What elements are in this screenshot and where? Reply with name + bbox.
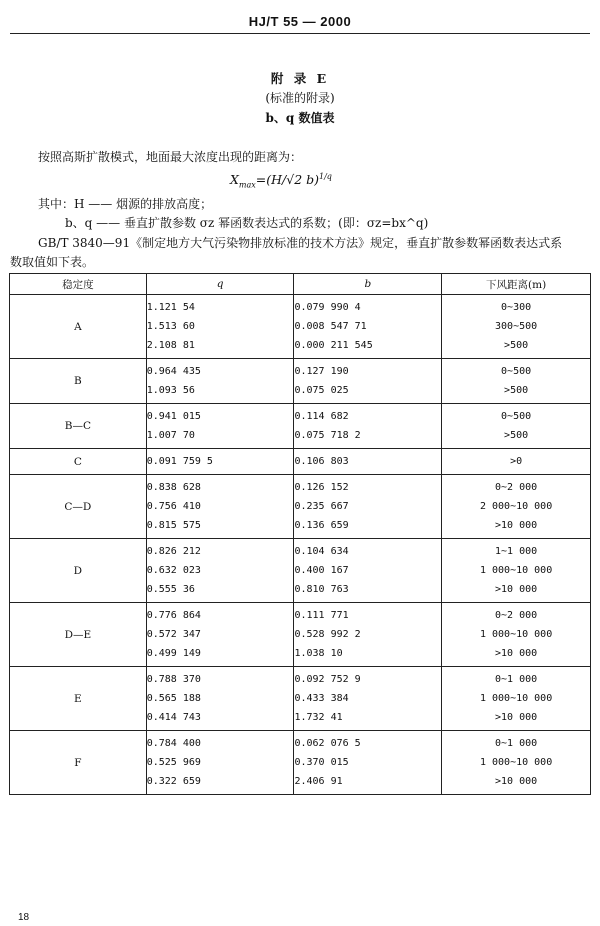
b-cell bbox=[294, 603, 442, 667]
where-bq: b、q —— 垂直扩散参数 σz 幂函数表达式的系数；(即：σz=bx^q) bbox=[65, 216, 429, 230]
dist-value: >0 bbox=[510, 456, 523, 467]
b-cell bbox=[294, 667, 442, 731]
dist-value: >10 000 bbox=[495, 648, 538, 659]
b-value: 0.008 547 71 bbox=[294, 321, 367, 332]
b-value: 0.127 190 bbox=[294, 366, 349, 377]
b-cell bbox=[294, 449, 442, 475]
q-cell bbox=[146, 603, 294, 667]
gb-line-1: GB/T 3840—91《制定地方大气污染物排放标准的技术方法》规定，垂直扩散参数幂函数表达式系 bbox=[38, 236, 563, 250]
q-value: 0.815 575 bbox=[146, 520, 201, 531]
stability-cell: B bbox=[10, 359, 147, 404]
dist-value: >10 000 bbox=[495, 584, 538, 595]
formula-x: X bbox=[230, 172, 239, 188]
distance-cell bbox=[442, 539, 591, 603]
col-header-q: q bbox=[146, 274, 294, 295]
q-value: 0.555 36 bbox=[146, 584, 195, 595]
stability-cell: D—E bbox=[10, 603, 147, 667]
dist-value: 300~500 bbox=[495, 321, 538, 332]
distance-cell bbox=[442, 295, 591, 359]
stability-cell: D bbox=[10, 539, 147, 603]
dist-value: >10 000 bbox=[495, 520, 538, 531]
table-row bbox=[10, 449, 591, 475]
stability-cell: C bbox=[10, 449, 147, 475]
b-cell bbox=[294, 475, 442, 539]
q-value: 0.941 015 bbox=[146, 411, 201, 422]
table-row bbox=[10, 404, 591, 449]
q-cell bbox=[146, 475, 294, 539]
b-value: 0.104 634 bbox=[294, 546, 349, 557]
stability-cell: C—D bbox=[10, 475, 147, 539]
b-cell bbox=[294, 731, 442, 795]
formula-mid: =(H/√2 b) bbox=[255, 172, 320, 188]
q-value: 1.093 56 bbox=[146, 385, 195, 396]
table-body bbox=[10, 295, 591, 795]
q-value: 0.499 149 bbox=[146, 648, 201, 659]
table-row bbox=[10, 359, 591, 404]
page-number: 18 bbox=[18, 912, 30, 923]
stability-cell: B—C bbox=[10, 404, 147, 449]
q-value: 0.565 188 bbox=[146, 693, 201, 704]
table-header-row bbox=[10, 274, 591, 295]
b-cell bbox=[294, 539, 442, 603]
b-cell bbox=[294, 359, 442, 404]
stability-cell: A bbox=[10, 295, 147, 359]
q-value: 1.121 54 bbox=[146, 302, 195, 313]
q-cell bbox=[146, 404, 294, 449]
dist-value: >500 bbox=[504, 385, 529, 396]
q-value: 1.513 60 bbox=[146, 321, 195, 332]
b-value: 0.528 992 2 bbox=[294, 629, 361, 640]
dist-value: 0~1 000 bbox=[495, 738, 538, 749]
dist-value: 1 000~10 000 bbox=[479, 565, 553, 576]
b-value: 0.079 990 4 bbox=[294, 302, 361, 313]
table-row bbox=[10, 667, 591, 731]
formula-sub: max bbox=[238, 180, 256, 190]
q-value: 0.632 023 bbox=[146, 565, 201, 576]
b-value: 0.092 752 9 bbox=[294, 674, 361, 685]
q-value: 0.322 659 bbox=[146, 776, 201, 787]
distance-cell bbox=[442, 731, 591, 795]
table-row bbox=[10, 475, 591, 539]
b-value: 0.433 384 bbox=[294, 693, 349, 704]
q-value: 1.007 70 bbox=[146, 430, 195, 441]
q-cell bbox=[146, 731, 294, 795]
b-cell bbox=[294, 295, 442, 359]
b-value: 0.810 763 bbox=[294, 584, 349, 595]
q-value: 0.414 743 bbox=[146, 712, 201, 723]
table-row bbox=[10, 295, 591, 359]
b-cell bbox=[294, 404, 442, 449]
col-header-distance: 下风距离(m) bbox=[442, 274, 591, 295]
b-value: 0.062 076 5 bbox=[294, 738, 361, 749]
q-value: 0.784 400 bbox=[146, 738, 201, 749]
b-value: 0.111 771 bbox=[294, 610, 349, 621]
dist-value: 2 000~10 000 bbox=[479, 501, 553, 512]
intro-paragraph: 按照高斯扩散模式，地面最大浓度出现的距离为： bbox=[38, 150, 303, 164]
dist-value: 1 000~10 000 bbox=[479, 757, 553, 768]
dist-value: >10 000 bbox=[495, 776, 538, 787]
dist-value: 1~1 000 bbox=[495, 546, 538, 557]
b-value: 2.406 91 bbox=[294, 776, 343, 787]
b-value: 1.732 41 bbox=[294, 712, 343, 723]
stability-cell: F bbox=[10, 731, 147, 795]
dist-value: 1 000~10 000 bbox=[479, 629, 553, 640]
b-value: 0.075 718 2 bbox=[294, 430, 361, 441]
q-value: 0.091 759 5 bbox=[146, 456, 213, 467]
q-cell bbox=[146, 539, 294, 603]
formula-sup: 1/q bbox=[319, 172, 332, 181]
dist-value: 0~300 bbox=[501, 302, 532, 313]
q-value: 0.826 212 bbox=[146, 546, 201, 557]
distance-cell bbox=[442, 475, 591, 539]
q-cell bbox=[146, 295, 294, 359]
table-row bbox=[10, 539, 591, 603]
dist-value: 1 000~10 000 bbox=[479, 693, 553, 704]
col-header-stability: 稳定度 bbox=[10, 274, 147, 295]
dist-value: >500 bbox=[504, 430, 529, 441]
b-value: 0.235 667 bbox=[294, 501, 349, 512]
dist-value: 0~500 bbox=[501, 411, 532, 422]
dist-value: >10 000 bbox=[495, 712, 538, 723]
q-value: 2.108 81 bbox=[146, 340, 195, 351]
q-cell bbox=[146, 359, 294, 404]
dist-value: 0~2 000 bbox=[495, 610, 538, 621]
distance-cell bbox=[442, 667, 591, 731]
distance-cell bbox=[442, 359, 591, 404]
table-row bbox=[10, 603, 591, 667]
appendix-subtitle: (标准的附录) bbox=[265, 91, 335, 105]
b-value: 0.126 152 bbox=[294, 482, 349, 493]
b-value: 0.106 803 bbox=[294, 456, 349, 467]
q-value: 0.525 969 bbox=[146, 757, 201, 768]
formula bbox=[230, 172, 332, 190]
q-cell bbox=[146, 449, 294, 475]
q-cell bbox=[146, 667, 294, 731]
q-value: 0.756 410 bbox=[146, 501, 201, 512]
dist-value: 0~500 bbox=[501, 366, 532, 377]
q-value: 0.964 435 bbox=[146, 366, 201, 377]
stability-cell: E bbox=[10, 667, 147, 731]
b-value: 0.114 682 bbox=[294, 411, 349, 422]
q-value: 0.788 370 bbox=[146, 674, 201, 685]
bq-table bbox=[9, 273, 591, 795]
q-value: 0.776 864 bbox=[146, 610, 201, 621]
distance-cell bbox=[442, 449, 591, 475]
q-value: 0.572 347 bbox=[146, 629, 201, 640]
dist-value: 0~1 000 bbox=[495, 674, 538, 685]
b-value: 0.000 211 545 bbox=[294, 340, 373, 351]
appendix-title: 附 录 E bbox=[270, 71, 330, 86]
gb-line-2: 数取值如下表。 bbox=[10, 255, 95, 269]
distance-cell bbox=[442, 404, 591, 449]
q-value: 0.838 628 bbox=[146, 482, 201, 493]
table-title: b、q 数值表 bbox=[265, 111, 335, 125]
where-h: 其中：H —— 烟源的排放高度； bbox=[38, 197, 213, 211]
distance-cell bbox=[442, 603, 591, 667]
dist-value: 0~2 000 bbox=[495, 482, 538, 493]
header-rule bbox=[10, 33, 590, 34]
b-value: 0.370 015 bbox=[294, 757, 349, 768]
page-header: HJ/T 55 — 2000 bbox=[248, 14, 352, 29]
dist-value: >500 bbox=[504, 340, 529, 351]
b-value: 0.075 025 bbox=[294, 385, 349, 396]
table-row bbox=[10, 731, 591, 795]
b-value: 0.400 167 bbox=[294, 565, 349, 576]
b-value: 0.136 659 bbox=[294, 520, 349, 531]
b-value: 1.038 10 bbox=[294, 648, 343, 659]
col-header-b: b bbox=[294, 274, 442, 295]
